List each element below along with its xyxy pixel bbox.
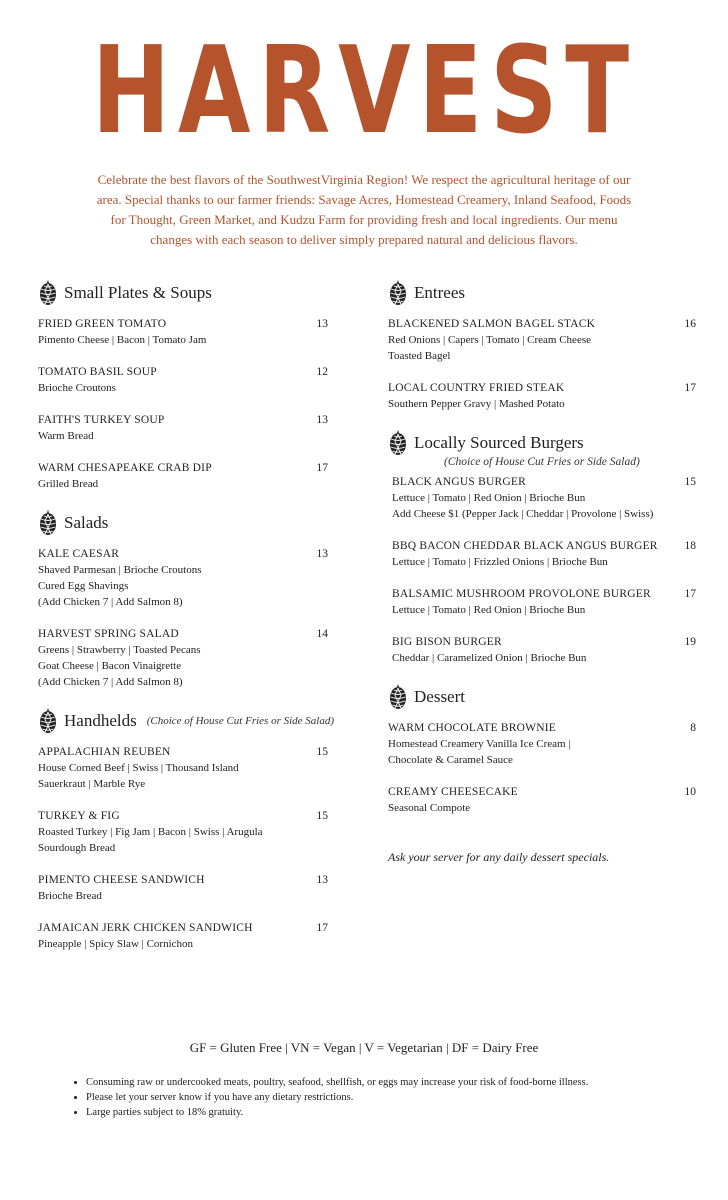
- right-column: [388, 278, 696, 883]
- menu-item-description: Sauerkraut | Marble Rye: [38, 778, 146, 790]
- menu-item-name: KALE CAESAR: [38, 548, 120, 560]
- menu-item: [388, 634, 696, 666]
- menu-item-description: Roasted Turkey | Fig Jam | Bacon | Swiss | Arugula: [38, 826, 263, 838]
- menu-item: [38, 872, 328, 904]
- menu-item: [388, 784, 696, 816]
- menu-item-price: 15: [684, 476, 696, 488]
- section-title: Salads: [64, 513, 109, 532]
- footer-note: • Large parties subject to 18% gratuity.: [86, 1105, 706, 1120]
- menu-item-name: TOMATO BASIL SOUP: [38, 366, 157, 378]
- menu-item-name: BIG BISON BURGER: [392, 636, 502, 648]
- dietary-legend: GF = Gluten Free | VN = Vegan | V = Vegetarian | DF = Dairy Free: [189, 1040, 539, 1055]
- menu-item-name: LOCAL COUNTRY FRIED STEAK: [388, 382, 565, 394]
- menu-item-price: 17: [316, 462, 328, 474]
- section-dessert: [388, 682, 696, 865]
- menu-item-description: Southern Pepper Gravy | Mashed Potato: [388, 398, 565, 410]
- menu-item-price: 14: [316, 628, 328, 640]
- section-handhelds: [38, 706, 335, 952]
- intro-paragraph: Celebrate the best flavors of the SouthwestVirginia Region! We respect the agricultural heritage of our area. Special thanks to our farmer friends: Savage Acres, Homestead Creamery, Inland Seafood, Foods for Thought, Green Market, and Kudzu Farm for providing fresh and local ingredients. Our menu changes with each season to deliver simply prepared natural and delicious flavors.: [96, 172, 632, 247]
- pinecone-icon: [388, 429, 408, 457]
- menu-item-description: Cured Egg Shavings: [38, 580, 129, 592]
- menu-item-row: [38, 920, 328, 936]
- section-header: [38, 508, 328, 538]
- menu-item-name: APPALACHIAN REUBEN: [38, 746, 171, 758]
- menu-item-row: [38, 872, 328, 888]
- menu-item-description: Toasted Bagel: [388, 350, 451, 362]
- menu-item: [38, 364, 328, 396]
- section-small-plates: [38, 278, 328, 492]
- menu-item-description: Pineapple | Spicy Slaw | Cornichon: [38, 938, 194, 950]
- section-header: [38, 706, 335, 736]
- pinecone-icon: [38, 509, 58, 537]
- menu-item: [388, 380, 696, 412]
- menu-item: [388, 474, 696, 522]
- menu-item-price: 15: [316, 746, 328, 758]
- section-header: [38, 278, 328, 308]
- menu-item-price: 17: [684, 382, 696, 394]
- menu-item-description: Lettuce | Tomato | Red Onion | Brioche Bun: [392, 492, 586, 504]
- menu-item-description: (Add Chicken 7 | Add Salmon 8): [38, 676, 183, 688]
- menu-item-name: BBQ BACON CHEDDAR BLACK ANGUS BURGER: [392, 540, 658, 552]
- dessert-specials-note: Ask your server for any daily dessert specials.: [388, 850, 610, 864]
- menu-item: [38, 920, 328, 952]
- menu-item: [388, 538, 696, 570]
- section-title: Locally Sourced Burgers: [414, 433, 584, 452]
- menu-item-row: [388, 720, 696, 736]
- menu-item-description: Red Onions | Capers | Tomato | Cream Cheese: [388, 334, 591, 346]
- item-list: [38, 546, 328, 690]
- section-title: Small Plates & Soups: [64, 283, 212, 302]
- menu-item-description: Warm Bread: [38, 430, 94, 442]
- menu-item-name: FRIED GREEN TOMATO: [38, 318, 167, 330]
- item-list: [388, 316, 696, 412]
- menu-item-row: [38, 546, 328, 562]
- menu-item-description: Lettuce | Tomato | Frizzled Onions | Brioche Bun: [392, 556, 608, 568]
- menu-item-row: [388, 784, 696, 800]
- item-list: [388, 720, 696, 816]
- menu-item-row: [392, 634, 696, 650]
- item-list: [388, 474, 696, 666]
- section-title: Dessert: [414, 687, 465, 706]
- menu-item-description: Goat Cheese | Bacon Vinaigrette: [38, 660, 182, 672]
- menu-item-description: Sourdough Bread: [38, 842, 116, 854]
- menu-item-description: (Add Chicken 7 | Add Salmon 8): [38, 596, 183, 608]
- menu-item-name: WARM CHESAPEAKE CRAB DIP: [38, 462, 212, 474]
- menu-item-description: Pimento Cheese | Bacon | Tomato Jam: [38, 334, 207, 346]
- menu-item-row: [38, 460, 328, 476]
- footer-note: • Consuming raw or undercooked meats, poultry, seafood, shellfish, or eggs may increase your risk of food-borne illness.: [86, 1075, 706, 1090]
- menu-item-price: 13: [316, 318, 328, 330]
- menu-item-description: Cheddar | Caramelized Onion | Brioche Bun: [392, 652, 587, 664]
- menu-item: [38, 460, 328, 492]
- section-note: (Choice of House Cut Fries or Side Salad): [444, 456, 640, 468]
- menu-item-row: [38, 316, 328, 332]
- menu-item-name: BLACK ANGUS BURGER: [392, 476, 526, 488]
- menu-item: [38, 412, 328, 444]
- menu-item-description: Chocolate & Caramel Sauce: [388, 754, 513, 766]
- brand-header: [0, 22, 728, 161]
- menu-item-row: [392, 586, 696, 602]
- section-header: [388, 682, 696, 712]
- menu-item-price: 13: [316, 874, 328, 886]
- pinecone-icon: [38, 707, 58, 735]
- pinecone-icon: [388, 683, 408, 711]
- pinecone-icon: [38, 279, 58, 307]
- menu-item-row: [388, 380, 696, 396]
- menu-item-price: 16: [684, 318, 696, 330]
- menu-item: [388, 586, 696, 618]
- menu-item-price: 19: [684, 636, 696, 648]
- menu-item-description: Shaved Parmesan | Brioche Croutons: [38, 564, 202, 576]
- menu-item-name: TURKEY & FIG: [38, 810, 120, 822]
- menu-item: [388, 316, 696, 364]
- menu-item-row: [392, 474, 696, 490]
- menu-item-name: WARM CHOCOLATE BROWNIE: [388, 722, 556, 734]
- menu-item-name: PIMENTO CHEESE SANDWICH: [38, 874, 205, 886]
- menu-item-description: Grilled Bread: [38, 478, 99, 490]
- menu-item-name: CREAMY CHEESECAKE: [388, 786, 518, 798]
- menu-item-description: Brioche Bread: [38, 890, 102, 902]
- menu-item-description: Add Cheese $1 (Pepper Jack | Cheddar | Provolone | Swiss): [392, 508, 654, 520]
- menu-item-price: 10: [684, 786, 696, 798]
- menu-item-description: Seasonal Compote: [388, 802, 471, 814]
- menu-item-price: 12: [316, 366, 328, 378]
- menu-item-name: FAITH'S TURKEY SOUP: [38, 414, 165, 426]
- section-entrees: [388, 278, 696, 412]
- menu-item: [38, 546, 328, 610]
- menu-item-description: House Corned Beef | Swiss | Thousand Island: [38, 762, 239, 774]
- menu-item-description: Lettuce | Tomato | Red Onion | Brioche Bun: [392, 604, 586, 616]
- menu-item-row: [38, 364, 328, 380]
- menu-item-name: BLACKENED SALMON BAGEL STACK: [388, 318, 596, 330]
- item-list: [38, 316, 328, 492]
- menu-item-price: 18: [684, 540, 696, 552]
- menu-item-price: 17: [684, 588, 696, 600]
- menu-item-row: [38, 412, 328, 428]
- menu-item: [388, 720, 696, 768]
- menu-item-price: 17: [316, 922, 328, 934]
- section-header: [388, 278, 696, 308]
- menu-item: [38, 316, 328, 348]
- menu-item-price: 13: [316, 548, 328, 560]
- menu-item: [38, 808, 328, 856]
- menu-item-row: [392, 538, 696, 554]
- section-salads: [38, 508, 328, 690]
- section-note: (Choice of House Cut Fries or Side Salad): [146, 715, 335, 727]
- left-column: [38, 278, 335, 970]
- restaurant-logo-title: HARVEST: [91, 22, 637, 161]
- menu-item-name: JAMAICAN JERK CHICKEN SANDWICH: [38, 922, 253, 934]
- menu-item-price: 13: [316, 414, 328, 426]
- menu-item-price: 15: [316, 810, 328, 822]
- menu-item: [38, 626, 328, 690]
- section-title: Handhelds: [64, 711, 137, 730]
- menu-item: [38, 744, 328, 792]
- menu-item-description: Greens | Strawberry | Toasted Pecans: [38, 644, 201, 656]
- section-header: [388, 428, 696, 458]
- pinecone-icon: [388, 279, 408, 307]
- menu-item-row: [388, 316, 696, 332]
- item-list: [38, 744, 328, 952]
- footer-note: • Please let your server know if you have any dietary restrictions.: [86, 1090, 706, 1105]
- menu-item-name: HARVEST SPRING SALAD: [38, 628, 179, 640]
- menu-item-row: [38, 744, 328, 760]
- footer-notes: [60, 1075, 706, 1120]
- section-burgers: [388, 428, 696, 666]
- menu-item-description: Homestead Creamery Vanilla Ice Cream |: [388, 738, 571, 750]
- menu-item-description: Brioche Croutons: [38, 382, 116, 394]
- menu-item-row: [38, 626, 328, 642]
- menu-item-price: 8: [690, 722, 696, 734]
- section-title: Entrees: [414, 283, 465, 302]
- menu-item-row: [38, 808, 328, 824]
- menu-item-name: BALSAMIC MUSHROOM PROVOLONE BURGER: [392, 588, 651, 600]
